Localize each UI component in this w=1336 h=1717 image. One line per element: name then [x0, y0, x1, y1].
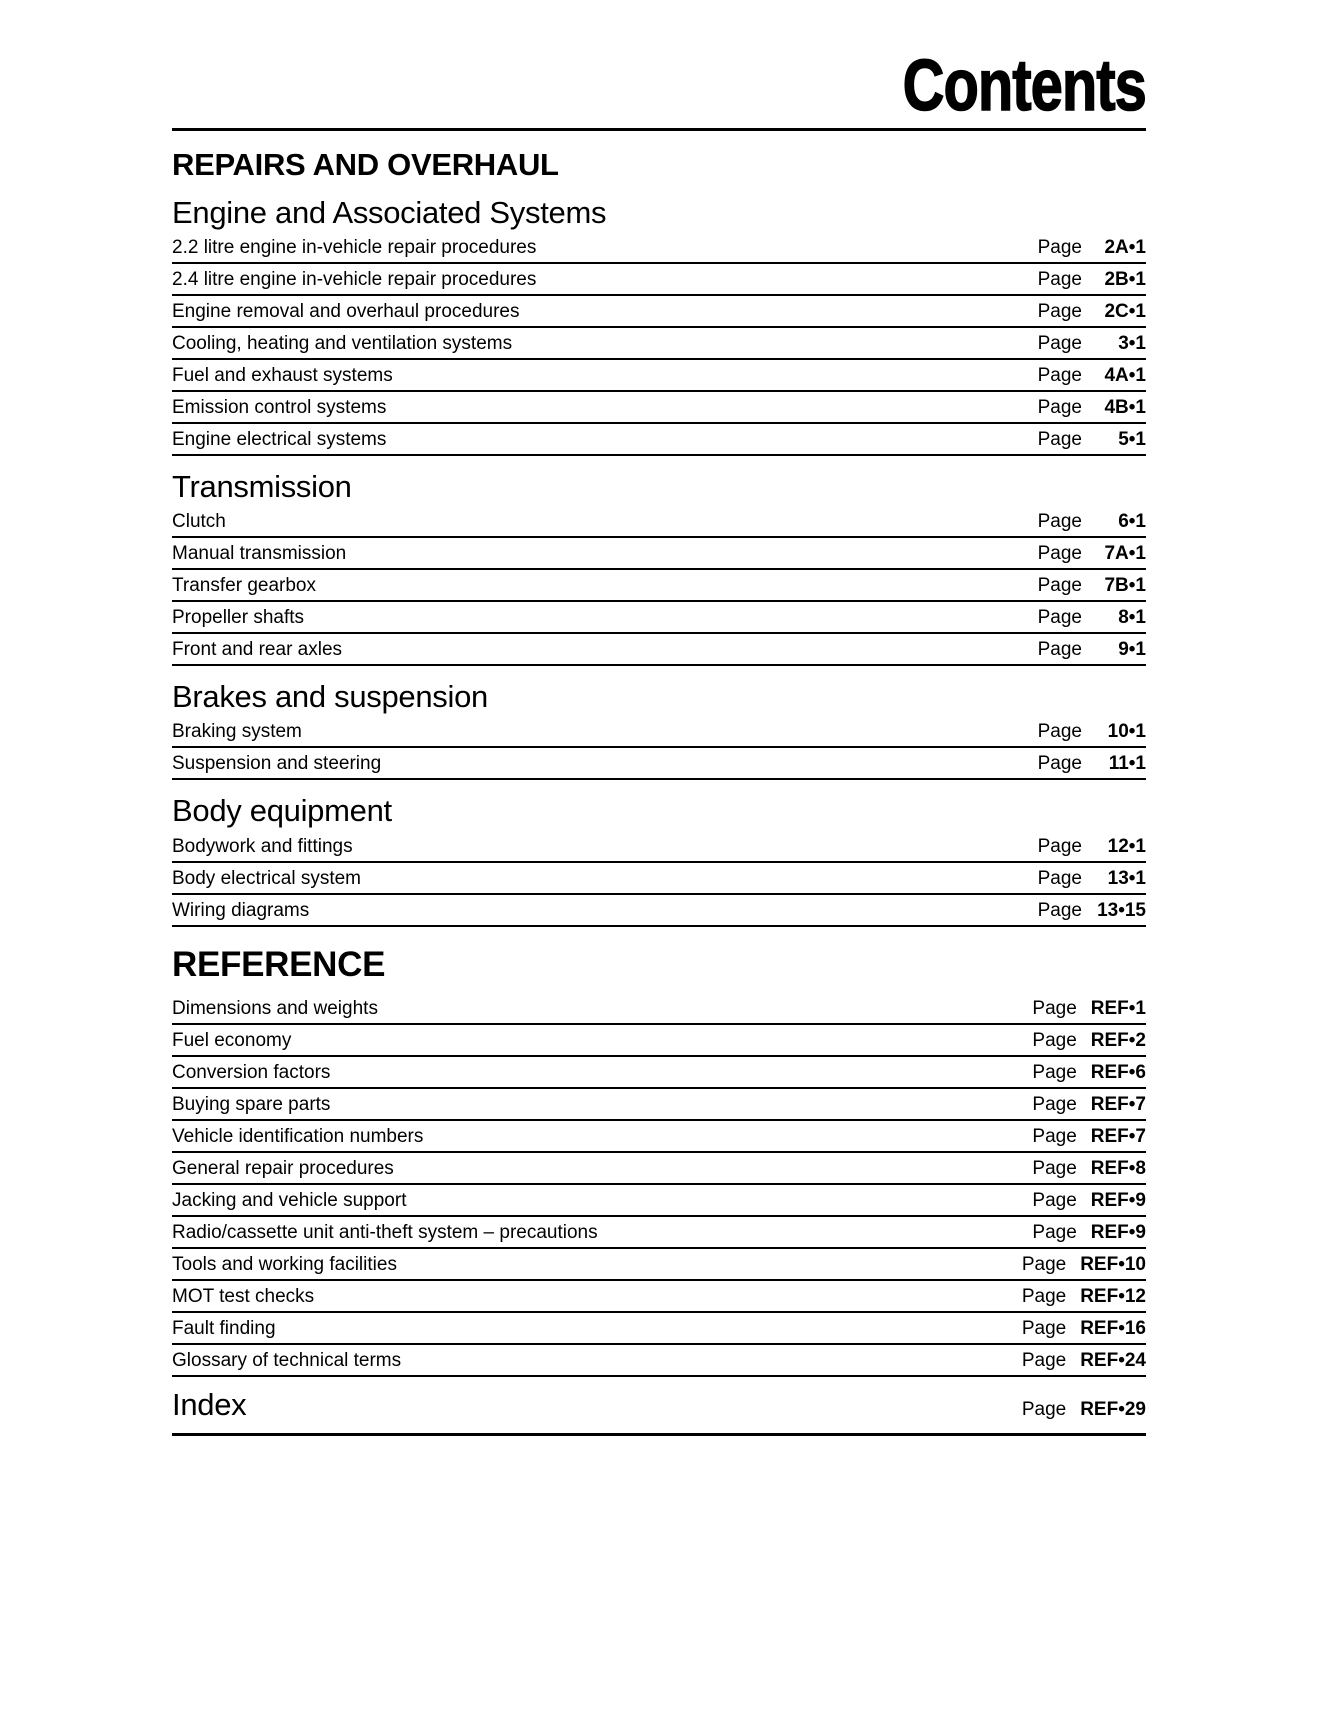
toc-entry-label: Cooling, heating and ventilation systems	[172, 332, 513, 354]
page-label: Page	[1032, 1062, 1077, 1084]
page-number: 13•1	[1107, 867, 1146, 889]
toc-row	[172, 506, 1146, 538]
toc-row	[172, 1185, 1146, 1217]
toc-row	[172, 232, 1146, 264]
toc-entry-label: Dimensions and weights	[172, 998, 378, 1020]
page-title: Contents	[902, 46, 1146, 126]
page-label: Page	[1032, 1190, 1077, 1212]
toc-entry-label: 2.2 litre engine in-vehicle repair procedures	[172, 237, 537, 259]
toc-section	[172, 678, 1146, 780]
page-label: Page	[1021, 1317, 1067, 1339]
toc-entry-label: Bodywork and fittings	[172, 835, 353, 857]
page-label: Page	[1037, 396, 1082, 418]
page-label: Page	[1021, 1253, 1067, 1275]
section-heading: Transmission	[172, 468, 352, 504]
page-label: Page	[1037, 638, 1082, 660]
toc-row	[172, 993, 1146, 1025]
toc-row	[172, 264, 1146, 296]
part-heading-repairs-and-overhaul: REPAIRS AND OVERHAUL	[172, 147, 559, 182]
section-rows	[172, 716, 1146, 780]
toc-entry-label: Manual transmission	[172, 543, 347, 565]
toc-entry-label: Vehicle identification numbers	[172, 1126, 424, 1148]
toc-row	[172, 1057, 1146, 1089]
toc-entry-label: Tools and working facilities	[172, 1253, 397, 1275]
page-number: 8•1	[1118, 607, 1146, 629]
page-label: Page	[1037, 428, 1082, 450]
toc-entry-label: Clutch	[172, 511, 226, 533]
toc-row	[172, 328, 1146, 360]
toc-entry-label: Engine electrical systems	[172, 428, 387, 450]
toc-entry-label: Glossary of technical terms	[172, 1349, 402, 1371]
page-label: Page	[1037, 721, 1082, 743]
section-heading: Engine and Associated Systems	[172, 194, 607, 230]
toc-entry-label: Emission control systems	[172, 396, 387, 418]
reference-rows	[172, 993, 1146, 1376]
toc-row	[172, 1281, 1146, 1313]
page-number: 4B•1	[1104, 396, 1146, 418]
page-number: REF•9	[1090, 1190, 1146, 1212]
toc-entry-label: Wiring diagrams	[172, 899, 310, 921]
index-page-number: REF•29	[1080, 1398, 1146, 1420]
page-label: Page	[1037, 543, 1082, 565]
page-label: Page	[1037, 899, 1082, 921]
page-label: Page	[1037, 332, 1082, 354]
toc-entry-label: Fuel and exhaust systems	[172, 364, 393, 386]
page-number: 2C•1	[1104, 300, 1146, 322]
page-label: Page	[1037, 364, 1082, 386]
page-number: 13•15	[1097, 899, 1146, 921]
toc-entry-label: Braking system	[172, 721, 302, 743]
page-label: Page	[1037, 607, 1082, 629]
page-label: Page	[1021, 1349, 1067, 1371]
page-label: Page	[1021, 1398, 1067, 1420]
toc-section	[172, 468, 1146, 666]
toc-row	[172, 296, 1146, 328]
toc-row	[172, 1249, 1146, 1281]
toc-entry-label: Front and rear axles	[172, 638, 343, 660]
section-heading: Body equipment	[172, 793, 392, 829]
page-number: 7B•1	[1104, 575, 1146, 597]
page-label: Page	[1037, 511, 1082, 533]
toc-row	[172, 1217, 1146, 1249]
page-number: REF•7	[1090, 1094, 1146, 1116]
page-number: REF•12	[1080, 1285, 1146, 1307]
toc-entry-label: Suspension and steering	[172, 753, 382, 775]
page-number: 4A•1	[1104, 364, 1146, 386]
page-number: 9•1	[1118, 638, 1146, 660]
toc-row	[172, 538, 1146, 570]
page-number: 2B•1	[1104, 269, 1146, 291]
page-number: 3•1	[1118, 332, 1146, 354]
toc-entry-label: Propeller shafts	[172, 607, 305, 629]
page-number: 2A•1	[1104, 237, 1146, 259]
toc-entry-label: Buying spare parts	[172, 1094, 331, 1116]
section-rows	[172, 506, 1146, 666]
toc-entry-label: MOT test checks	[172, 1285, 315, 1307]
part-heading-reference: REFERENCE	[172, 944, 386, 984]
page-label: Page	[1037, 575, 1082, 597]
toc-entry-label: Conversion factors	[172, 1062, 331, 1084]
section-rows	[172, 232, 1146, 456]
toc-entry-label: General repair procedures	[172, 1158, 394, 1180]
page-number: REF•10	[1080, 1253, 1146, 1275]
toc-entry-label: Fuel economy	[172, 1030, 292, 1052]
page-label: Page	[1037, 867, 1082, 889]
page-number: 5•1	[1118, 428, 1146, 450]
toc-entry-label: Jacking and vehicle support	[172, 1190, 407, 1212]
page-label: Page	[1032, 1126, 1077, 1148]
page-label: Page	[1021, 1285, 1067, 1307]
toc-entry-label: Transfer gearbox	[172, 575, 316, 597]
toc-section	[172, 194, 1146, 456]
toc-row	[172, 392, 1146, 424]
page-number: 6•1	[1118, 511, 1146, 533]
page-number: REF•7	[1090, 1126, 1146, 1148]
page-label: Page	[1032, 1221, 1077, 1243]
toc-entry-label: Body electrical system	[172, 867, 362, 889]
page-label: Page	[1032, 1030, 1077, 1052]
toc-row	[172, 1153, 1146, 1185]
toc-row	[172, 360, 1146, 392]
page-number: 10•1	[1107, 721, 1146, 743]
toc-row	[172, 634, 1146, 666]
toc-row	[172, 1025, 1146, 1057]
page-label: Page	[1037, 269, 1082, 291]
toc-row	[172, 716, 1146, 748]
index-row	[172, 1381, 1146, 1436]
toc-entry-label: 2.4 litre engine in-vehicle repair procedures	[172, 269, 537, 291]
page-label: Page	[1037, 753, 1082, 775]
toc-entry-label: Engine removal and overhaul procedures	[172, 300, 520, 322]
toc-row	[172, 831, 1146, 863]
page-label: Page	[1032, 998, 1077, 1020]
page-number: 12•1	[1107, 835, 1146, 857]
toc-row	[172, 602, 1146, 634]
toc-entry-label: Radio/cassette unit anti-theft system – precautions	[172, 1221, 598, 1243]
toc-entry-label: Fault finding	[172, 1317, 276, 1339]
section-rows	[172, 831, 1146, 927]
toc-row	[172, 895, 1146, 927]
page-number: REF•9	[1090, 1221, 1146, 1243]
toc-row	[172, 570, 1146, 602]
page-label: Page	[1037, 237, 1082, 259]
toc-row	[172, 1345, 1146, 1377]
page-label: Page	[1032, 1158, 1077, 1180]
page-number: REF•16	[1080, 1317, 1146, 1339]
page-number: 11•1	[1108, 753, 1146, 775]
page-number: REF•8	[1090, 1158, 1146, 1180]
page-label: Page	[1037, 300, 1082, 322]
page-number: REF•24	[1080, 1349, 1146, 1371]
page-number: REF•1	[1090, 998, 1146, 1020]
toc-row	[172, 1313, 1146, 1345]
page-number: 7A•1	[1104, 543, 1146, 565]
page-label: Page	[1037, 835, 1082, 857]
toc-row	[172, 1121, 1146, 1153]
page-number: REF•2	[1090, 1030, 1146, 1052]
masthead	[172, 46, 1146, 131]
toc-row	[172, 1089, 1146, 1121]
toc-row	[172, 424, 1146, 456]
toc-row	[172, 863, 1146, 895]
index-heading: Index	[172, 1386, 247, 1422]
toc-row	[172, 748, 1146, 780]
section-heading: Brakes and suspension	[172, 678, 488, 714]
page-number: REF•6	[1090, 1062, 1146, 1084]
page-label: Page	[1032, 1094, 1077, 1116]
toc-section	[172, 795, 1146, 926]
repairs-sections	[172, 194, 1146, 927]
